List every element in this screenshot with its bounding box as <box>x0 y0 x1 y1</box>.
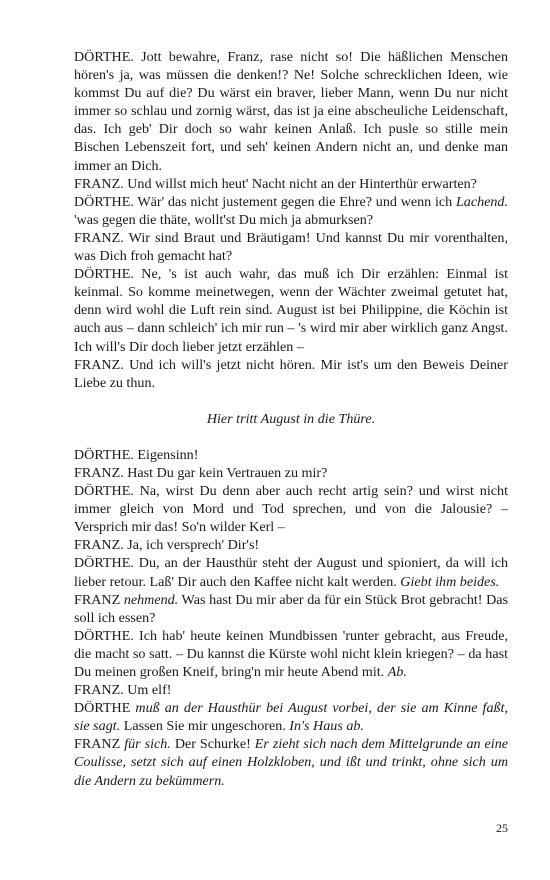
dialogue-paragraph <box>74 627 508 681</box>
speech-text: DÖRTHE. Du, an der Hausthür steht der August und spioniert, da will ich lieber retour. Laß' Dir auch den Kaffee nicht kalt werden. <box>74 555 508 590</box>
dialogue-paragraph <box>74 482 508 536</box>
dialogue-block-top <box>74 48 508 392</box>
speech-text: DÖRTHE <box>74 700 136 717</box>
speech-text: FRANZ. Um elf! <box>74 682 172 699</box>
dialogue-paragraph <box>74 193 508 229</box>
speech-text: DÖRTHE. Wär' das nicht justement gegen die Ehre? und wenn ich <box>74 193 456 210</box>
speech-text: FRANZ. Ja, ich versprech' Dir's! <box>74 537 260 554</box>
speech-text: DÖRTHE. Na, wirst Du denn aber auch recht artig sein? und wirst nicht immer gleich von Mord und Tod sprechen, und von die Jalousie? – Versprich mir das! So'n wilder Kerl – <box>74 483 508 536</box>
speech-text: DÖRTHE. Jott bewahre, Franz, rase nicht so! Die häßlichen Menschen hören's ja, was müssen die denken!? Ne! Solche schrecklichen Ideen, wie kommst Du auf die? Du wärst ein braver, lieber Mann, wenn Du nur nicht immer so schlau und zornig wärst, das ist ja eine abscheuliche Leidenschaft, das. Ich geb' Dir doch so wahr keinen Anlaß. Ich pusle so stille mein Bischen Lebenszeit fort, und seh' keinen Andern nicht an, und denke man immer an Dich. <box>74 49 508 174</box>
speech-text: FRANZ <box>74 591 124 608</box>
dialogue-paragraph <box>74 265 508 355</box>
speech-text: Was hast Du mir aber da für ein Stück Brot gebracht! Das soll ich essen? <box>74 591 509 626</box>
dialogue-paragraph <box>74 591 508 627</box>
stage-note: Ab. <box>387 664 407 680</box>
dialogue-paragraph <box>74 699 508 735</box>
stage-note: für sich. <box>124 736 171 753</box>
stage-note: Lachend. <box>455 193 508 210</box>
speech-text: Lassen Sie mir ungeschoren. <box>120 718 290 735</box>
dialogue-paragraph <box>74 175 508 193</box>
speech-text: DÖRTHE. Ne, 's ist auch wahr, das muß ich Dir erzählen: Einmal ist keinmal. So komme meinetwegen, wenn der Wächter zweimal getutet hat, denn wird wohl die Luft rein sind. August ist bei Philippine, die Köchin ist auch aus – dann schleich' ich mir run – 's wird mir aber wirklich ganz Angst. Ich will's Dir doch lieber jetzt erzählen – <box>74 266 508 355</box>
speech-text: DÖRTHE. Ich hab' heute keinen Mundbissen 'runter gebracht, aus Freude, die macht so satt. – Du kannst die Kürste wohl nicht klein kriegen? – da hast Du meinen großen Kneif, bring'n mir heute Abend mit. <box>74 627 508 680</box>
dialogue-paragraph <box>74 735 508 789</box>
speech-text: FRANZ. Hast Du gar kein Vertrauen zu mir? <box>74 464 328 481</box>
stage-note: muß an der Hausthür bei August vorbei, der sie am Kinne faßt, sie sagt. <box>74 700 508 735</box>
dialogue-paragraph <box>74 681 508 699</box>
speech-text: 'was gegen die thäte, wollt'st Du mich ja abmurksen? <box>74 211 374 228</box>
speech-text: FRANZ. Und ich will's jetzt nicht hören. Mir ist's um den Beweis Deiner Liebe zu thun. <box>74 356 508 391</box>
stage-note: Er zieht sich nach dem Mittelgrunde an eine Coulisse, setzt sich auf einen Holzkloben, und ißt und trinkt, ohne sich um die Andern zu bekümmern. <box>74 736 509 789</box>
dialogue-block-bottom <box>74 446 508 790</box>
speech-text: FRANZ. Und willst mich heut' Nacht nicht an der Hinterthür erwarten? <box>74 175 477 192</box>
stage-note: In's Haus ab. <box>289 718 364 735</box>
dialogue-paragraph <box>74 446 508 464</box>
speech-text: FRANZ. Wir sind Braut und Bräutigam! Und kannst Du mir vorenthalten, was Dich froh gemacht hat? <box>74 229 508 265</box>
speech-text: DÖRTHE. Eigensinn! <box>74 446 199 463</box>
page-body <box>74 48 508 790</box>
stage-note: Giebt ihm beides. <box>400 573 500 590</box>
speech-text: FRANZ <box>74 736 125 753</box>
stage-note: nehmend. <box>123 591 179 608</box>
dialogue-paragraph <box>74 48 508 175</box>
dialogue-paragraph <box>74 536 508 554</box>
stage-direction: Hier tritt August in die Thüre. <box>206 410 376 427</box>
dialogue-paragraph <box>74 464 508 482</box>
page-number: 25 <box>496 821 508 835</box>
dialogue-paragraph <box>74 229 508 265</box>
dialogue-paragraph <box>74 554 508 590</box>
dialogue-paragraph <box>74 356 508 392</box>
speech-text: Der Schurke! <box>170 736 255 753</box>
